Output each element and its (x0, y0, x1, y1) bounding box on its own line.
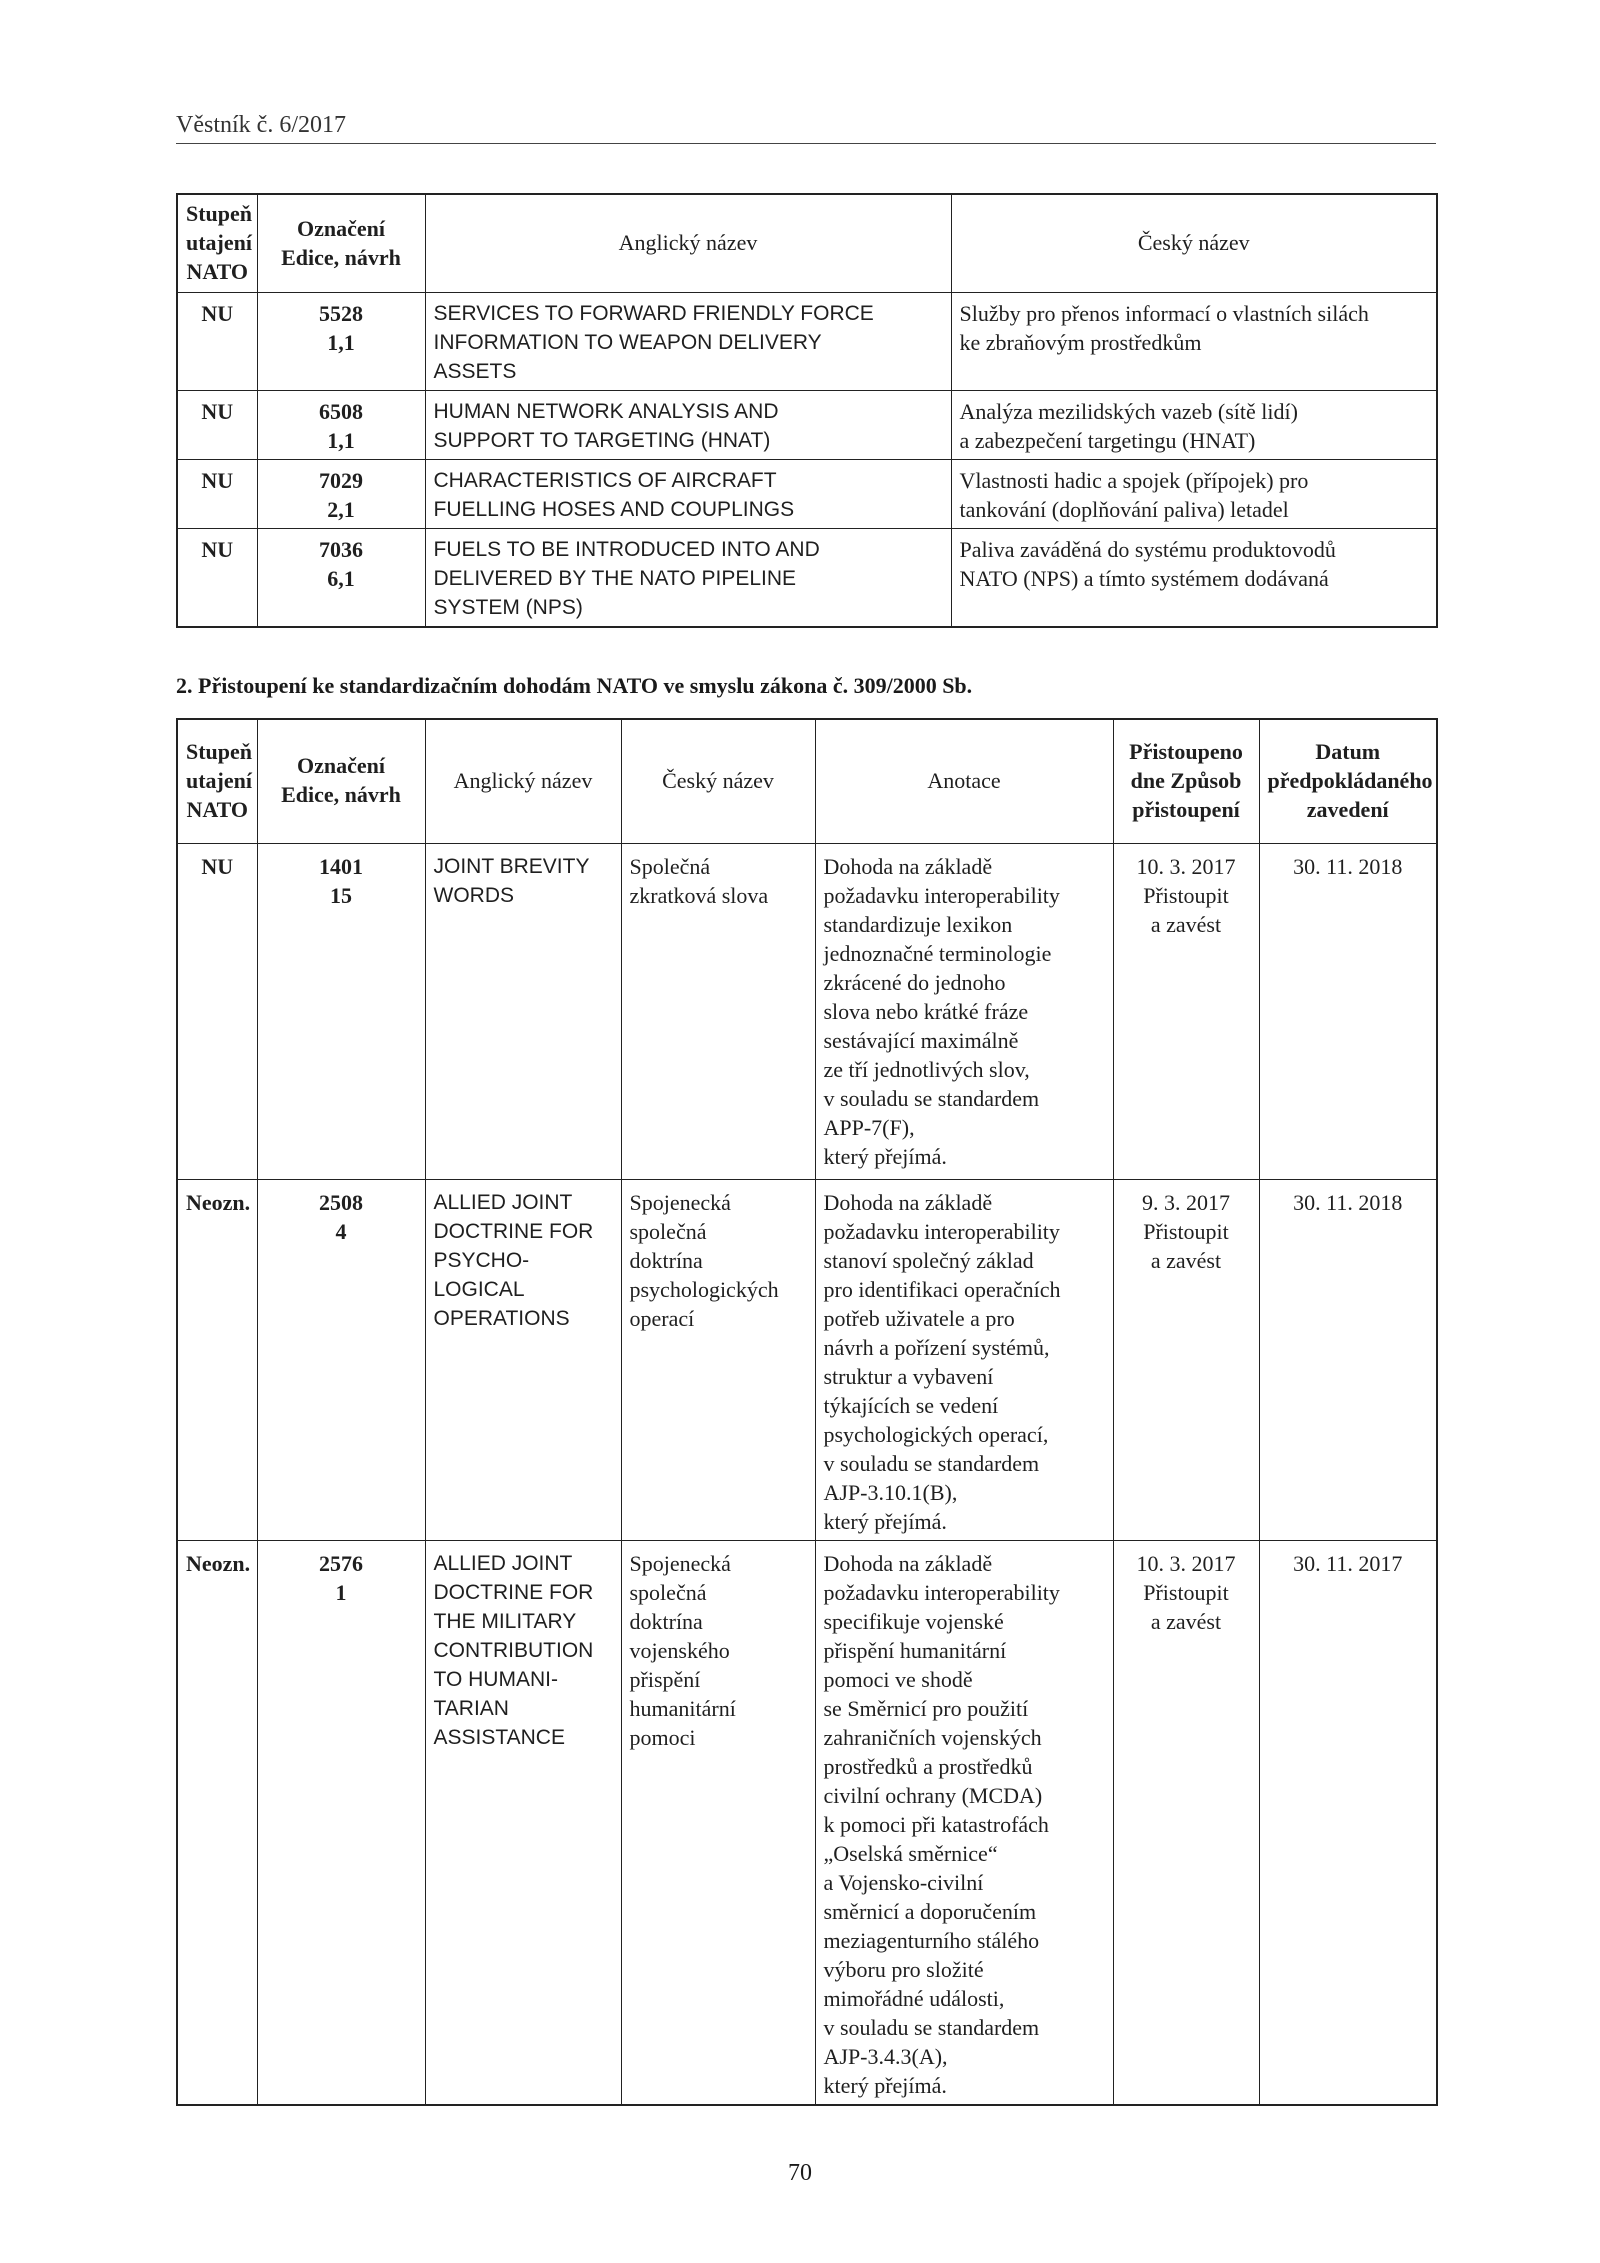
cell-accession (1113, 1540, 1259, 2105)
cell-czech-name (621, 1540, 815, 2105)
cell-line: a zavést (1150, 911, 1222, 937)
cell-line: výboru pro složité (823, 1956, 984, 1982)
cell-line: INFORMATION TO WEAPON DELIVERY (433, 331, 822, 354)
cell-line: přispění (629, 1666, 701, 1692)
cell-line: prostředků a prostředků (823, 1753, 1033, 1779)
cell-edition: 2,1 (327, 497, 355, 522)
cell-introduction-date: 30. 11. 2018 (1259, 1179, 1437, 1540)
cell-line: civilní ochrany (MCDA) (823, 1782, 1043, 1808)
cell-designation (257, 843, 425, 1179)
cell-code: 1401 (319, 853, 363, 879)
cell-line: JOINT BREVITY (433, 854, 590, 878)
cell-line: pomoci ve shodě (823, 1666, 973, 1692)
cell-edition: 15 (330, 882, 352, 908)
table-row (177, 1540, 1437, 2105)
cell-line: specifikuje vojenské (823, 1608, 1004, 1634)
cell-line: zkrácené do jednoho (823, 969, 1006, 995)
cell-line: ASSETS (433, 360, 517, 383)
cell-line: společná (629, 1218, 707, 1244)
section-heading: 2. Přistoupení ke standardizačním dohodám NATO ve smyslu zákona č. 309/2000 Sb. (176, 673, 973, 698)
cell-designation (257, 529, 425, 628)
cell-line: FUELLING HOSES AND COUPLINGS (433, 498, 795, 521)
cell-line: 10. 3. 2017 (1136, 853, 1236, 879)
cell-line: potřeb uživatele a pro (823, 1305, 1015, 1331)
cell-czech-name (621, 1179, 815, 1540)
cell-line: Spojenecká (629, 1550, 731, 1576)
table-row (177, 843, 1437, 1179)
cell-english-name (425, 1540, 621, 2105)
cell-line: WORDS (433, 883, 514, 907)
cell-line: a zavést (1150, 1608, 1222, 1634)
cell-line: TO HUMANI- (433, 1667, 558, 1691)
cell-line: Paliva zaváděná do systému produktovodů (959, 537, 1336, 562)
cell-line: OPERATIONS (433, 1306, 570, 1330)
cell-line: doktrína (629, 1247, 703, 1273)
cell-line: vojenského (629, 1637, 730, 1663)
cell-edition: 1 (335, 1579, 347, 1605)
cell-line: požadavku interoperability (823, 1579, 1060, 1605)
cell-line: Vlastnosti hadic a spojek (přípojek) pro (959, 468, 1309, 493)
cell-line: ASSISTANCE (433, 1725, 565, 1749)
cell-level: Neozn. (177, 1179, 257, 1540)
header-english-name: Anglický název (425, 194, 951, 293)
cell-czech-name (951, 293, 1437, 391)
cell-line: TARIAN (433, 1696, 509, 1720)
cell-level: NU (177, 460, 257, 529)
cell-line: pro identifikaci operačních (823, 1276, 1061, 1302)
cell-level: NU (177, 843, 257, 1179)
cell-line: Služby pro přenos informací o vlastních silách (959, 301, 1369, 326)
cell-line: požadavku interoperability (823, 882, 1060, 908)
cell-line: Analýza mezilidských vazeb (sítě lidí) (959, 399, 1298, 424)
table-row (177, 293, 1437, 391)
cell-line: jednoznačné terminologie (823, 940, 1052, 966)
cell-line: struktur a vybavení (823, 1363, 994, 1389)
cell-code: 5528 (319, 301, 363, 326)
cell-edition: 4 (335, 1218, 347, 1244)
cell-line: operací (629, 1305, 695, 1331)
cell-line: THE MILITARY (433, 1609, 577, 1633)
header-accession: Přistoupeno dne Způsob přistoupení (1113, 719, 1259, 843)
cell-line: SYSTEM (NPS) (433, 596, 583, 619)
cell-line: psychologických operací, (823, 1421, 1049, 1447)
cell-english-name (425, 391, 951, 460)
cell-line: zahraničních vojenských (823, 1724, 1042, 1750)
cell-line: ke zbraňovým prostředkům (959, 330, 1202, 355)
cell-line: humanitární (629, 1695, 736, 1721)
cell-line: doktrína (629, 1608, 703, 1634)
cell-line: a zabezpečení targetingu (HNAT) (959, 428, 1256, 453)
cell-line: FUELS TO BE INTRODUCED INTO AND (433, 538, 820, 561)
cell-line: v souladu se standardem (823, 1450, 1040, 1476)
cell-edition: 1,1 (327, 330, 355, 355)
cell-line: slova nebo krátké fráze (823, 998, 1029, 1024)
cell-english-name (425, 1179, 621, 1540)
cell-line: „Oselská směrnice“ (823, 1840, 998, 1866)
cell-line: který přejímá. (823, 2072, 947, 2098)
cell-line: meziagenturního stálého (823, 1927, 1040, 1953)
cell-edition: 6,1 (327, 566, 355, 591)
cell-designation (257, 1179, 425, 1540)
cell-edition: 1,1 (327, 428, 355, 453)
cell-designation (257, 1540, 425, 2105)
cell-line: tankování (doplňování paliva) letadel (959, 497, 1289, 522)
cell-code: 2576 (319, 1550, 363, 1576)
cell-line: Přistoupit (1143, 1579, 1229, 1605)
cell-level: Neozn. (177, 1540, 257, 2105)
header-annotation: Anotace (815, 719, 1113, 843)
cell-annotation (815, 1540, 1113, 2105)
cell-line: DOCTRINE FOR (433, 1219, 594, 1243)
cell-introduction-date: 30. 11. 2018 (1259, 843, 1437, 1179)
cell-line: AJP-3.10.1(B), (823, 1479, 958, 1505)
cell-czech-name (951, 460, 1437, 529)
cell-introduction-date: 30. 11. 2017 (1259, 1540, 1437, 2105)
cell-line: Spojenecká (629, 1189, 731, 1215)
cell-accession (1113, 1179, 1259, 1540)
cell-line: ze tří jednotlivých slov, (823, 1056, 1030, 1082)
cell-code: 2508 (319, 1189, 363, 1215)
cell-line: SUPPORT TO TARGETING (HNAT) (433, 429, 771, 452)
cell-line: psychologických (629, 1276, 779, 1302)
cell-line: Společná (629, 853, 711, 879)
cell-line: týkajících se vedení (823, 1392, 999, 1418)
cell-line: který přejímá. (823, 1143, 947, 1169)
header-designation: Označení Edice, návrh (257, 719, 425, 843)
cell-line: sestávající maximálně (823, 1027, 1019, 1053)
cell-line: CHARACTERISTICS OF AIRCRAFT (433, 469, 777, 492)
cell-line: ALLIED JOINT (433, 1551, 573, 1575)
cell-line: a Vojensko-civilní (823, 1869, 984, 1895)
cell-code: 7036 (319, 537, 363, 562)
standards-table-2 (176, 718, 1438, 2106)
cell-english-name (425, 529, 951, 628)
cell-line: 10. 3. 2017 (1136, 1550, 1236, 1576)
cell-line: AJP-3.4.3(A), (823, 2043, 948, 2069)
cell-line: zkratková slova (629, 882, 769, 908)
cell-accession (1113, 843, 1259, 1179)
cell-line: stanoví společný základ (823, 1247, 1034, 1273)
header-level: Stupeň utajení NATO (177, 194, 257, 293)
cell-line: návrh a pořízení systémů, (823, 1334, 1050, 1360)
cell-line: směrnicí a doporučením (823, 1898, 1037, 1924)
cell-line: APP-7(F), (823, 1114, 915, 1140)
cell-line: Dohoda na základě (823, 853, 993, 879)
cell-annotation (815, 843, 1113, 1179)
page-number: 70 (788, 2160, 812, 2186)
cell-line: Přistoupit (1143, 882, 1229, 908)
cell-line: v souladu se standardem (823, 1085, 1040, 1111)
table-row (177, 1179, 1437, 1540)
cell-code: 7029 (319, 468, 363, 493)
cell-line: DOCTRINE FOR (433, 1580, 594, 1604)
cell-line: který přejímá. (823, 1508, 947, 1534)
header-czech-name: Český název (951, 194, 1437, 293)
cell-czech-name (951, 529, 1437, 628)
cell-line: a zavést (1150, 1247, 1222, 1273)
cell-line: SERVICES TO FORWARD FRIENDLY FORCE (433, 302, 874, 325)
cell-line: PSYCHO- (433, 1248, 530, 1272)
header-introduction-date: Datum předpokládaného zavedení (1259, 719, 1437, 843)
cell-line: LOGICAL (433, 1277, 525, 1301)
cell-line: pomoci (629, 1724, 696, 1750)
cell-czech-name (621, 843, 815, 1179)
cell-line: DELIVERED BY THE NATO PIPELINE (433, 567, 797, 590)
cell-line: standardizuje lexikon (823, 911, 1013, 937)
cell-line: k pomoci při katastrofách (823, 1811, 1049, 1837)
cell-level: NU (177, 529, 257, 628)
cell-line: společná (629, 1579, 707, 1605)
cell-line: CONTRIBUTION (433, 1638, 594, 1662)
table-row (177, 391, 1437, 460)
cell-line: Přistoupit (1143, 1218, 1229, 1244)
running-head: Věstník č. 6/2017 (176, 112, 1436, 144)
cell-annotation (815, 1179, 1113, 1540)
cell-line: HUMAN NETWORK ANALYSIS AND (433, 400, 779, 423)
cell-line: 9. 3. 2017 (1142, 1189, 1230, 1215)
cell-level: NU (177, 293, 257, 391)
table-row (177, 460, 1437, 529)
cell-line: Dohoda na základě (823, 1189, 993, 1215)
cell-line: Dohoda na základě (823, 1550, 993, 1576)
cell-line: přispění humanitární (823, 1637, 1007, 1663)
cell-english-name (425, 460, 951, 529)
header-czech-name: Český název (621, 719, 815, 843)
cell-line: ALLIED JOINT (433, 1190, 573, 1214)
header-level: Stupeň utajení NATO (177, 719, 257, 843)
cell-line: NATO (NPS) a tímto systémem dodávaná (959, 566, 1329, 591)
cell-english-name (425, 843, 621, 1179)
cell-line: v souladu se standardem (823, 2014, 1040, 2040)
cell-english-name (425, 293, 951, 391)
cell-designation (257, 293, 425, 391)
cell-level: NU (177, 391, 257, 460)
header-designation: Označení Edice, návrh (257, 194, 425, 293)
cell-designation (257, 460, 425, 529)
cell-line: mimořádné události, (823, 1985, 1005, 2011)
cell-designation (257, 391, 425, 460)
table-row (177, 529, 1437, 628)
header-english-name: Anglický název (425, 719, 621, 843)
cell-czech-name (951, 391, 1437, 460)
cell-line: požadavku interoperability (823, 1218, 1060, 1244)
cell-code: 6508 (319, 399, 363, 424)
cell-line: se Směrnicí pro použití (823, 1695, 1029, 1721)
standards-table-1 (176, 193, 1438, 628)
